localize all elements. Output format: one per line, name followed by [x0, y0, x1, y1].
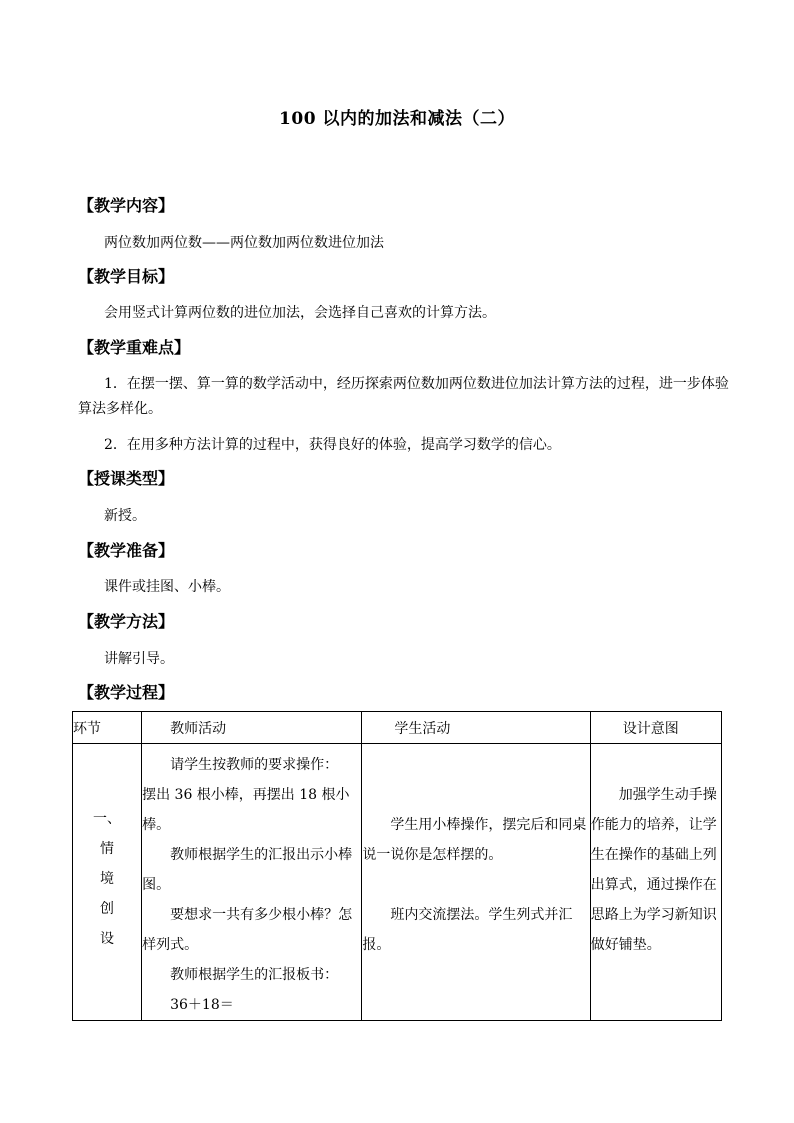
header-intent: 设计意图 — [590, 712, 721, 744]
table-header-row — [73, 712, 722, 744]
heading-process: 【教学过程】 — [78, 683, 175, 702]
stage-char: 境 — [100, 871, 115, 887]
header-teacher: 教师活动 — [142, 712, 362, 744]
page-title: 100 以内的加法和减法（二） — [279, 109, 515, 129]
heading-goal: 【教学目标】 — [78, 267, 175, 286]
intent-cell — [590, 744, 721, 1021]
teacher-line: 36＋18＝ — [170, 997, 234, 1013]
heading-type: 【授课类型】 — [78, 469, 175, 488]
intent-text: 加强学生动手操作能力的培养，让学生在操作的基础上列出算式，通过操作在思路上为学习新知识做好铺垫。 — [590, 787, 717, 953]
teacher-line: 教师根据学生的汇报出示小棒图。 — [142, 847, 353, 893]
student-line: 班内交流摆法。学生列式并汇报。 — [362, 907, 573, 953]
stage-char: 一、 — [93, 811, 122, 827]
stage-char: 情 — [100, 841, 115, 857]
stage-char: 设 — [100, 931, 115, 947]
heading-keypoints: 【教学重难点】 — [78, 338, 191, 357]
teacher-cell — [142, 744, 362, 1021]
method-text: 讲解引导。 — [104, 651, 174, 667]
keypoint-1: 1．在摆一摆、算一算的数学活动中，经历探索两位数加两位数进位加法计算方法的过程，进一步体验算法多样化。 — [78, 376, 729, 417]
content-text: 两位数加两位数——两位数加两位数进位加法 — [104, 235, 384, 251]
header-stage: 环节 — [73, 712, 142, 744]
header-student: 学生活动 — [362, 712, 590, 744]
stage-char: 创 — [100, 901, 115, 917]
goal-text: 会用竖式计算两位数的进位加法，会选择自己喜欢的计算方法。 — [104, 305, 496, 321]
keypoint-2: 2．在用多种方法计算的过程中，获得良好的体验，提高学习数学的信心。 — [104, 437, 561, 453]
teacher-line: 要想求一共有多少根小棒？怎样列式。 — [142, 907, 353, 953]
prep-text: 课件或挂图、小棒。 — [104, 579, 230, 595]
teacher-line: 请学生按教师的要求操作： — [170, 757, 339, 773]
heading-prep: 【教学准备】 — [78, 541, 175, 560]
student-line: 学生用小棒操作，摆完后和同桌说一说你是怎样摆的。 — [362, 817, 587, 863]
stage-cell — [73, 744, 142, 1021]
process-table — [72, 711, 722, 1021]
student-cell — [362, 744, 590, 1021]
heading-content: 【教学内容】 — [78, 196, 175, 215]
heading-method: 【教学方法】 — [78, 612, 175, 631]
table-row — [73, 744, 722, 1021]
teacher-line: 教师根据学生的汇报板书： — [170, 967, 339, 983]
type-text: 新授。 — [104, 508, 146, 524]
teacher-line: 摆出 36 根小棒，再摆出 18 根小棒。 — [142, 787, 350, 833]
